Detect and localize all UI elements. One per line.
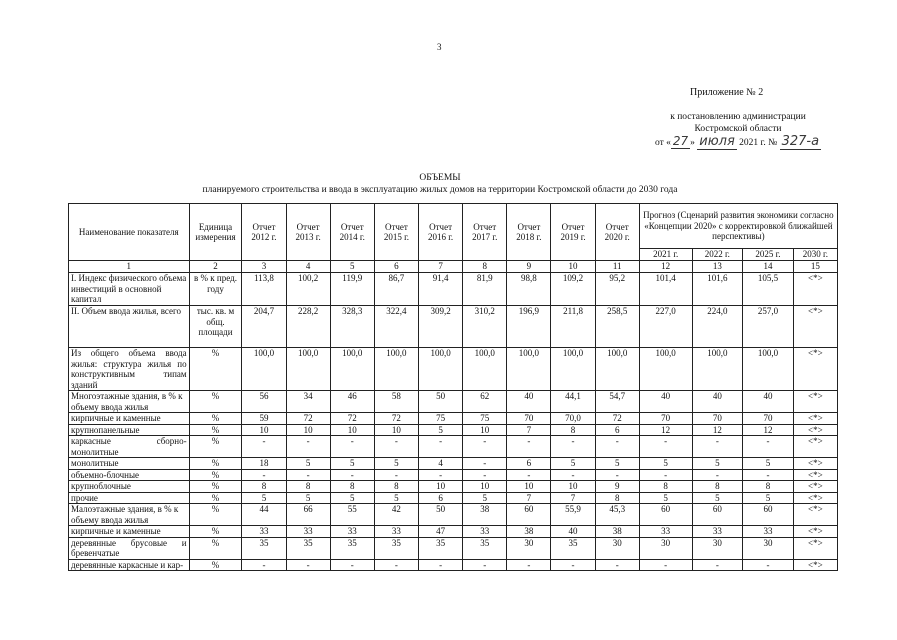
row-value: 100,0 <box>374 348 418 391</box>
row-value: - <box>286 559 330 571</box>
row-value: - <box>463 458 507 470</box>
row-value: <*> <box>793 526 837 538</box>
row-value: 10 <box>507 481 551 493</box>
row-unit: % <box>189 458 242 470</box>
row-value: - <box>639 436 692 458</box>
row-value: 70 <box>639 413 692 425</box>
row-value: <*> <box>793 306 837 348</box>
header-forecast-year: 2030 г. <box>793 249 837 261</box>
row-value: 5 <box>286 458 330 470</box>
row-value: 34 <box>286 391 330 413</box>
row-name: Многоэтажные здания, в % к объему ввода жилья <box>69 391 190 413</box>
row-value: 40 <box>639 391 692 413</box>
row-unit: % <box>189 492 242 504</box>
table-row <box>69 458 838 470</box>
header-forecast-year: 2021 г. <box>639 249 692 261</box>
row-value: 55,9 <box>551 504 595 526</box>
row-value: 8 <box>330 481 374 493</box>
row-value: 8 <box>242 481 286 493</box>
row-value: 5 <box>743 458 794 470</box>
column-number: 12 <box>639 261 692 273</box>
table-row <box>69 436 838 458</box>
decree-day-handwritten: 27 <box>672 134 689 148</box>
row-value: 75 <box>463 413 507 425</box>
row-value: 33 <box>286 526 330 538</box>
header-forecast-year: 2022 г. <box>692 249 743 261</box>
row-name: крупноблочные <box>69 481 190 493</box>
row-name: прочие <box>69 492 190 504</box>
table-row <box>69 559 838 571</box>
column-number: 6 <box>374 261 418 273</box>
row-value: - <box>639 469 692 481</box>
column-number: 13 <box>692 261 743 273</box>
row-name: каркасные сборно-монолитные <box>69 436 190 458</box>
row-value: - <box>551 469 595 481</box>
row-value: - <box>419 559 463 571</box>
row-value: 30 <box>692 537 743 559</box>
row-value: 196,9 <box>507 306 551 348</box>
decree-year: 2021 г. № <box>739 138 778 148</box>
row-value: 35 <box>242 537 286 559</box>
row-value: - <box>743 436 794 458</box>
row-value: - <box>507 559 551 571</box>
row-name: крупнопанельные <box>69 424 190 436</box>
row-value: 224,0 <box>692 306 743 348</box>
row-value: 328,3 <box>330 306 374 348</box>
row-value: 257,0 <box>743 306 794 348</box>
row-value: 33 <box>692 526 743 538</box>
row-name: II. Объем ввода жилья, всего <box>69 306 190 348</box>
row-name: кирпичные и каменные <box>69 526 190 538</box>
table-body <box>69 204 838 571</box>
column-number: 15 <box>793 261 837 273</box>
row-value: 258,5 <box>595 306 639 348</box>
decree-reference <box>633 111 843 149</box>
row-value: 4 <box>419 458 463 470</box>
row-value: 60 <box>692 504 743 526</box>
row-value: 105,5 <box>743 273 794 306</box>
row-value: 10 <box>419 481 463 493</box>
row-value: 5 <box>374 492 418 504</box>
row-value: 33 <box>639 526 692 538</box>
row-value: 46 <box>330 391 374 413</box>
row-value: - <box>330 559 374 571</box>
row-value: 70 <box>507 413 551 425</box>
row-value: 10 <box>286 424 330 436</box>
row-value: 30 <box>507 537 551 559</box>
row-value: <*> <box>793 348 837 391</box>
row-value: 55 <box>330 504 374 526</box>
row-value: - <box>286 469 330 481</box>
row-value: 56 <box>242 391 286 413</box>
row-value: 33 <box>330 526 374 538</box>
row-value: 8 <box>692 481 743 493</box>
row-value: 18 <box>242 458 286 470</box>
table-row <box>69 526 838 538</box>
row-value: - <box>639 559 692 571</box>
row-value: 33 <box>743 526 794 538</box>
row-value: - <box>507 436 551 458</box>
column-number: 8 <box>463 261 507 273</box>
row-value: 100,0 <box>507 348 551 391</box>
row-unit: % <box>189 348 242 391</box>
row-value: 72 <box>286 413 330 425</box>
row-value: 6 <box>507 458 551 470</box>
row-value: 100,0 <box>551 348 595 391</box>
row-unit: % <box>189 391 242 413</box>
column-number: 11 <box>595 261 639 273</box>
row-value: 72 <box>595 413 639 425</box>
row-value: - <box>507 469 551 481</box>
row-name: деревянные каркасные и кар- <box>69 559 190 571</box>
row-value: - <box>595 469 639 481</box>
column-number: 7 <box>419 261 463 273</box>
row-value: 59 <box>242 413 286 425</box>
row-value: 5 <box>595 458 639 470</box>
row-value: <*> <box>793 391 837 413</box>
row-unit: % <box>189 504 242 526</box>
row-value: 42 <box>374 504 418 526</box>
row-value: 7 <box>551 492 595 504</box>
row-value: 5 <box>639 458 692 470</box>
row-value: 5 <box>374 458 418 470</box>
row-value: 30 <box>639 537 692 559</box>
header-year: Отчет 2014 г. <box>330 204 374 261</box>
row-value: 100,0 <box>286 348 330 391</box>
row-value: 101,4 <box>639 273 692 306</box>
row-name: Малоэтажные здания, в % к объему ввода жилья <box>69 504 190 526</box>
row-value: - <box>463 436 507 458</box>
row-value: - <box>595 436 639 458</box>
table-row <box>69 537 838 559</box>
row-unit: в % к пред. году <box>189 273 242 306</box>
row-value: 50 <box>419 391 463 413</box>
row-value: - <box>692 469 743 481</box>
row-value: 309,2 <box>419 306 463 348</box>
row-unit: % <box>189 469 242 481</box>
row-value: 227,0 <box>639 306 692 348</box>
row-value: 72 <box>374 413 418 425</box>
table-row <box>69 348 838 391</box>
row-value: 8 <box>639 481 692 493</box>
row-value: 75 <box>419 413 463 425</box>
row-unit: тыс. кв. м общ. площади <box>189 306 242 348</box>
row-value: 113,8 <box>242 273 286 306</box>
row-unit: % <box>189 413 242 425</box>
row-value: 322,4 <box>374 306 418 348</box>
row-value: 33 <box>463 526 507 538</box>
decree-number-handwritten: 327-а <box>781 134 820 149</box>
row-value: 119,9 <box>330 273 374 306</box>
title-line-2: планируемого строительства и ввода в эксплуатацию жилых домов на территории Костромской области до 2030 года <box>202 185 678 195</box>
row-value: - <box>286 436 330 458</box>
row-value: 35 <box>551 537 595 559</box>
row-value: 100,0 <box>330 348 374 391</box>
row-name: монолитные <box>69 458 190 470</box>
row-value: <*> <box>793 481 837 493</box>
header-year: Отчет 2016 г. <box>419 204 463 261</box>
row-value: 62 <box>463 391 507 413</box>
row-value: 70 <box>743 413 794 425</box>
table-row <box>69 481 838 493</box>
row-value: <*> <box>793 436 837 458</box>
row-value: - <box>374 559 418 571</box>
header-year: Отчет 2018 г. <box>507 204 551 261</box>
page-number: 3 <box>437 42 442 52</box>
row-value: 5 <box>242 492 286 504</box>
row-value: 81,9 <box>463 273 507 306</box>
row-value: 40 <box>551 526 595 538</box>
header-year: Отчет 2015 г. <box>374 204 418 261</box>
row-value: 12 <box>639 424 692 436</box>
decree-month-handwritten: июля <box>699 134 735 149</box>
document-title <box>100 172 780 196</box>
header-forecast-year: 2025 г. <box>743 249 794 261</box>
row-value: - <box>330 469 374 481</box>
header-year: Отчет 2019 г. <box>551 204 595 261</box>
row-value: 35 <box>463 537 507 559</box>
row-value: - <box>692 436 743 458</box>
row-value: 5 <box>419 424 463 436</box>
header-year: Отчет 2013 г. <box>286 204 330 261</box>
row-value: <*> <box>793 458 837 470</box>
row-value: 50 <box>419 504 463 526</box>
row-value: 8 <box>595 492 639 504</box>
row-value: 7 <box>507 492 551 504</box>
header-year: Отчет 2012 г. <box>242 204 286 261</box>
row-value: - <box>374 469 418 481</box>
header-row <box>69 204 838 249</box>
row-value: 60 <box>639 504 692 526</box>
row-value: 12 <box>743 424 794 436</box>
row-value: 8 <box>374 481 418 493</box>
row-value: 44 <box>242 504 286 526</box>
row-value: - <box>330 436 374 458</box>
row-value: 5 <box>463 492 507 504</box>
row-value: 35 <box>374 537 418 559</box>
row-value: 60 <box>743 504 794 526</box>
column-number: 5 <box>330 261 374 273</box>
row-value: 44,1 <box>551 391 595 413</box>
row-value: 40 <box>692 391 743 413</box>
row-value: 100,0 <box>595 348 639 391</box>
row-value: 72 <box>330 413 374 425</box>
row-value: 5 <box>743 492 794 504</box>
row-value: 45,3 <box>595 504 639 526</box>
row-value: 10 <box>330 424 374 436</box>
row-value: 47 <box>419 526 463 538</box>
row-value: 6 <box>595 424 639 436</box>
row-value: 100,2 <box>286 273 330 306</box>
row-value: 70,0 <box>551 413 595 425</box>
row-value: - <box>743 469 794 481</box>
row-value: - <box>463 559 507 571</box>
column-number-row <box>69 261 838 273</box>
column-number: 3 <box>242 261 286 273</box>
row-value: 5 <box>639 492 692 504</box>
row-value: 33 <box>242 526 286 538</box>
row-value: 35 <box>419 537 463 559</box>
row-unit: % <box>189 481 242 493</box>
row-value: 35 <box>330 537 374 559</box>
row-value: 30 <box>743 537 794 559</box>
header-year: Отчет 2020 г. <box>595 204 639 261</box>
row-value: 5 <box>330 458 374 470</box>
header-unit: Единица измерения <box>189 204 242 261</box>
row-value: 204,7 <box>242 306 286 348</box>
row-value: 8 <box>743 481 794 493</box>
row-value: - <box>595 559 639 571</box>
row-value: 35 <box>286 537 330 559</box>
decree-line-1: к постановлению администрации <box>670 112 806 122</box>
column-number: 14 <box>743 261 794 273</box>
header-year: Отчет 2017 г. <box>463 204 507 261</box>
row-value: - <box>242 436 286 458</box>
row-unit: % <box>189 436 242 458</box>
row-value: 5 <box>692 458 743 470</box>
appendix-title: Приложение № 2 <box>690 87 764 98</box>
row-value: 100,0 <box>743 348 794 391</box>
row-value: - <box>551 436 595 458</box>
table-row <box>69 306 838 348</box>
row-unit: % <box>189 559 242 571</box>
row-value: 91,4 <box>419 273 463 306</box>
row-value: 100,0 <box>639 348 692 391</box>
row-value: 8 <box>551 424 595 436</box>
row-name: Из общего объема ввода жилья: структура жилья по конструктивным типам зданий <box>69 348 190 391</box>
table-row <box>69 469 838 481</box>
column-number: 9 <box>507 261 551 273</box>
row-value: 100,0 <box>463 348 507 391</box>
table-row <box>69 504 838 526</box>
housing-volume-table <box>68 203 838 571</box>
row-value: 7 <box>507 424 551 436</box>
row-value: <*> <box>793 537 837 559</box>
column-number: 4 <box>286 261 330 273</box>
row-value: 70 <box>692 413 743 425</box>
row-value: 66 <box>286 504 330 526</box>
row-value: 10 <box>463 424 507 436</box>
table-row <box>69 492 838 504</box>
row-value: - <box>463 469 507 481</box>
decree-line-2: Костромской области <box>694 124 782 134</box>
row-unit: % <box>189 537 242 559</box>
row-value: <*> <box>793 413 837 425</box>
table-row <box>69 391 838 413</box>
row-value: 40 <box>743 391 794 413</box>
header-forecast: Прогноз (Сценарий развития экономики согласно «Концепции 2020» с корректировкой ближайшей перспективы) <box>639 204 837 249</box>
row-value: - <box>692 559 743 571</box>
row-value: - <box>374 436 418 458</box>
row-value: 58 <box>374 391 418 413</box>
row-value: 10 <box>242 424 286 436</box>
row-value: 38 <box>507 526 551 538</box>
row-value: <*> <box>793 559 837 571</box>
row-value: 30 <box>595 537 639 559</box>
row-value: 109,2 <box>551 273 595 306</box>
row-value: 10 <box>463 481 507 493</box>
row-value: 101,6 <box>692 273 743 306</box>
row-value: 5 <box>551 458 595 470</box>
row-value: 54,7 <box>595 391 639 413</box>
title-line-1: ОБЪЕМЫ <box>419 173 461 183</box>
row-value: 100,0 <box>419 348 463 391</box>
row-unit: % <box>189 424 242 436</box>
row-value: 10 <box>374 424 418 436</box>
column-number: 1 <box>69 261 190 273</box>
row-value: 10 <box>551 481 595 493</box>
row-value: - <box>419 436 463 458</box>
row-value: - <box>551 559 595 571</box>
row-name: I. Индекс физического объема инвестиций в основной капитал <box>69 273 190 306</box>
decree-quote-close: » <box>690 138 695 148</box>
row-value: - <box>242 559 286 571</box>
row-value: - <box>419 469 463 481</box>
row-value: 98,8 <box>507 273 551 306</box>
row-value: 5 <box>692 492 743 504</box>
row-name: деревянные брусовые и бревенчатые <box>69 537 190 559</box>
decree-date-line <box>633 135 843 149</box>
table-row <box>69 413 838 425</box>
row-value: - <box>242 469 286 481</box>
column-number: 10 <box>551 261 595 273</box>
row-value: 100,0 <box>242 348 286 391</box>
row-value: 38 <box>463 504 507 526</box>
row-value: 86,7 <box>374 273 418 306</box>
row-name: объемно-блочные <box>69 469 190 481</box>
row-value: <*> <box>793 469 837 481</box>
row-value: <*> <box>793 504 837 526</box>
row-value: 228,2 <box>286 306 330 348</box>
header-name: Наименование показателя <box>69 204 190 261</box>
row-value: 211,8 <box>551 306 595 348</box>
row-value: <*> <box>793 273 837 306</box>
row-value: <*> <box>793 424 837 436</box>
column-number: 2 <box>189 261 242 273</box>
row-value: <*> <box>793 492 837 504</box>
row-value: 6 <box>419 492 463 504</box>
row-value: 9 <box>595 481 639 493</box>
row-value: 38 <box>595 526 639 538</box>
table-row <box>69 273 838 306</box>
row-value: 5 <box>330 492 374 504</box>
row-unit: % <box>189 526 242 538</box>
row-value: 12 <box>692 424 743 436</box>
row-value: 100,0 <box>692 348 743 391</box>
row-value: 60 <box>507 504 551 526</box>
row-value: 5 <box>286 492 330 504</box>
row-name: кирпичные и каменные <box>69 413 190 425</box>
table-row <box>69 424 838 436</box>
row-value: 8 <box>286 481 330 493</box>
row-value: 33 <box>374 526 418 538</box>
decree-prefix: от « <box>654 138 671 148</box>
row-value: 310,2 <box>463 306 507 348</box>
row-value: 40 <box>507 391 551 413</box>
row-value: 95,2 <box>595 273 639 306</box>
row-value: - <box>743 559 794 571</box>
